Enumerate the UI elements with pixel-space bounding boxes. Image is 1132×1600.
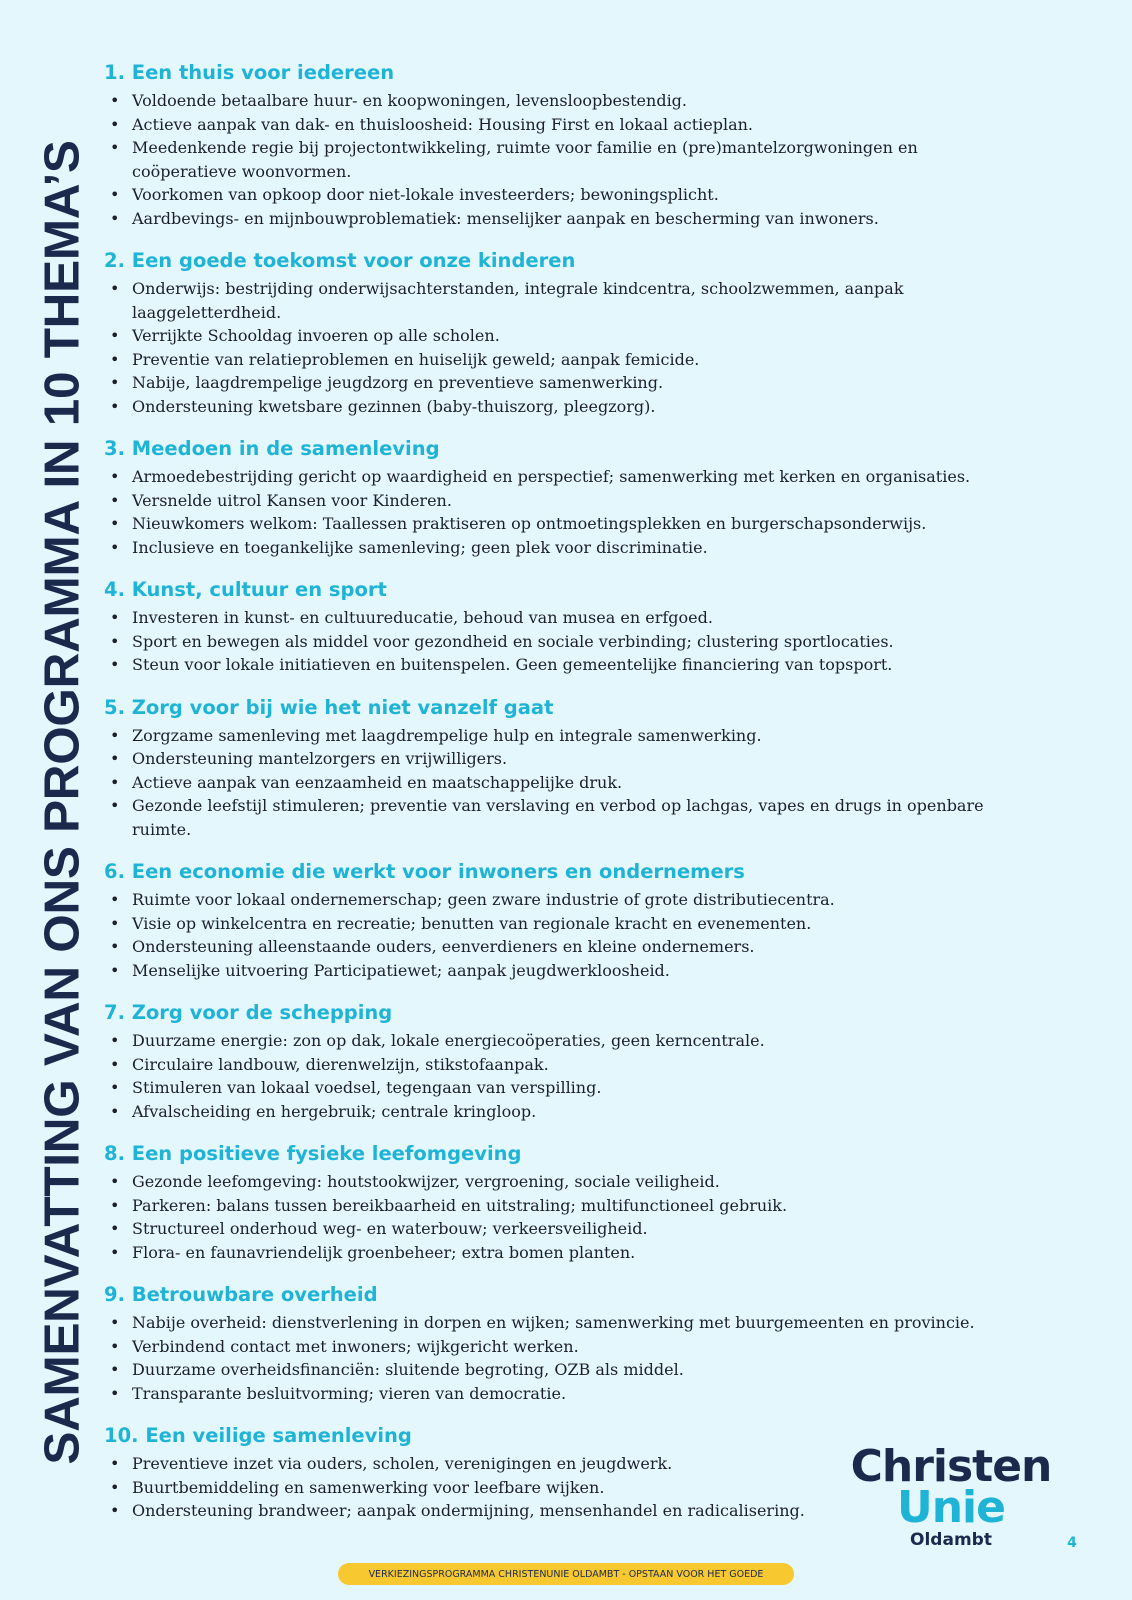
vertical-title-text: SAMENVATTING VAN ONS PROGRAMMA IN 10 THEMA’S bbox=[34, 139, 90, 1465]
theme-bullet-item: • Nieuwkomers welkom: Taallessen praktiseren op ontmoetingsplekken en burgerschapsonderwijs. bbox=[132, 512, 1024, 536]
theme-bullet-list bbox=[104, 1311, 1024, 1405]
theme-bullet-item: • Circulaire landbouw, dierenwelzijn, stikstofaanpak. bbox=[132, 1053, 1024, 1077]
footer-banner bbox=[338, 1563, 794, 1585]
theme-section bbox=[104, 60, 1024, 230]
theme-bullet-list bbox=[104, 606, 1024, 677]
logo-word-christen: Christen bbox=[850, 1441, 1052, 1492]
theme-bullet-list bbox=[104, 1029, 1024, 1123]
theme-bullet-item: • Duurzame energie: zon op dak, lokale energiecoöperaties, geen kerncentrale. bbox=[132, 1029, 1024, 1053]
theme-heading: 5. Zorg voor bij wie het niet vanzelf gaat bbox=[104, 695, 554, 719]
theme-bullet-item: • Armoedebestrijding gericht op waardigheid en perspectief; samenwerking met kerken en organisaties. bbox=[132, 465, 1024, 489]
theme-section bbox=[104, 1000, 1024, 1123]
theme-bullet-item: • Voldoende betaalbare huur- en koopwoningen, levensloopbestendig. bbox=[132, 89, 1024, 113]
theme-bullet-item: • Verbindend contact met inwoners; wijkgericht werken. bbox=[132, 1335, 1024, 1359]
theme-bullet-item: • Ondersteuning kwetsbare gezinnen (baby-thuiszorg, pleegzorg). bbox=[132, 395, 1024, 419]
page-number: 4 bbox=[1067, 1535, 1077, 1551]
theme-bullet-item: • Flora- en faunavriendelijk groenbeheer; extra bomen planten. bbox=[132, 1241, 1024, 1265]
theme-section bbox=[104, 248, 1024, 418]
theme-bullet-list bbox=[104, 724, 1024, 842]
theme-bullet-item: • Meedenkende regie bij projectontwikkeling, ruimte voor familie en (pre)mantelzorgwoningen en coöperatieve woonvormen. bbox=[132, 136, 1024, 183]
theme-bullet-item: • Buurtbemiddeling en samenwerking voor leefbare wijken. bbox=[132, 1476, 1024, 1500]
theme-bullet-item: • Gezonde leefomgeving: houtstookwijzer, vergroening, sociale veiligheid. bbox=[132, 1170, 1024, 1194]
theme-bullet-item: • Ruimte voor lokaal ondernemerschap; geen zware industrie of grote distributiecentra. bbox=[132, 888, 1024, 912]
theme-bullet-item: • Nabije, laagdrempelige jeugdzorg en preventieve samenwerking. bbox=[132, 371, 1024, 395]
theme-section bbox=[104, 1141, 1024, 1264]
theme-heading: 6. Een economie die werkt voor inwoners en ondernemers bbox=[104, 860, 745, 883]
theme-section bbox=[104, 1282, 1024, 1405]
theme-bullet-item: • Ondersteuning mantelzorgers en vrijwilligers. bbox=[132, 747, 1024, 771]
theme-heading: 8. Een positieve fysieke leefomgeving bbox=[104, 1142, 522, 1165]
theme-section bbox=[104, 859, 1024, 982]
theme-bullet-item: • Investeren in kunst- en cultuureducatie, behoud van musea en erfgoed. bbox=[132, 606, 1024, 630]
themes-list bbox=[104, 60, 1024, 1541]
theme-bullet-item: • Sport en bewegen als middel voor gezondheid en sociale verbinding; clustering sportlocaties. bbox=[132, 630, 1024, 654]
christenunie-logo bbox=[846, 1441, 1056, 1552]
theme-section bbox=[104, 695, 1024, 842]
theme-bullet-item: • Structureel onderhoud weg- en waterbouw; verkeersveiligheid. bbox=[132, 1217, 1024, 1241]
theme-bullet-item: • Inclusieve en toegankelijke samenleving; geen plek voor discriminatie. bbox=[132, 536, 1024, 560]
theme-bullet-list bbox=[104, 1170, 1024, 1264]
theme-bullet-item: • Duurzame overheidsfinanciën: sluitende begroting, OZB als middel. bbox=[132, 1358, 1024, 1382]
theme-section bbox=[104, 577, 1024, 677]
theme-heading: 3. Meedoen in de samenleving bbox=[104, 437, 440, 460]
theme-bullet-item: • Afvalscheiding en hergebruik; centrale kringloop. bbox=[132, 1100, 1024, 1124]
theme-bullet-item: • Onderwijs: bestrijding onderwijsachterstanden, integrale kindcentra, schoolzwemmen, aanpak laaggeletterdheid. bbox=[132, 277, 1024, 324]
theme-bullet-item: • Aardbevings- en mijnbouwproblematiek: menselijker aanpak en bescherming van inwoners. bbox=[132, 207, 1024, 231]
theme-heading: 1. Een thuis voor iedereen bbox=[104, 61, 395, 84]
vertical-page-title bbox=[28, 62, 96, 1542]
theme-bullet-list bbox=[104, 465, 1024, 559]
theme-bullet-item: • Menselijke uitvoering Participatiewet; aanpak jeugdwerkloosheid. bbox=[132, 959, 1024, 983]
theme-heading: 7. Zorg voor de schepping bbox=[104, 1001, 393, 1024]
theme-bullet-item: • Nabije overheid: dienstverlening in dorpen en wijken; samenwerking met buurgemeenten en provincie. bbox=[132, 1311, 1024, 1335]
theme-bullet-item: • Steun voor lokale initiatieven en buitenspelen. Geen gemeentelijke financiering van topsport. bbox=[132, 653, 1024, 677]
theme-bullet-item: • Preventie van relatieproblemen en huiselijk geweld; aanpak femicide. bbox=[132, 348, 1024, 372]
logo-word-oldambt: Oldambt bbox=[910, 1530, 992, 1550]
theme-bullet-item: • Verrijkte Schooldag invoeren op alle scholen. bbox=[132, 324, 1024, 348]
theme-bullet-list bbox=[104, 277, 1024, 418]
theme-heading: 9. Betrouwbare overheid bbox=[104, 1283, 378, 1306]
theme-bullet-item: • Voorkomen van opkoop door niet-lokale investeerders; bewoningsplicht. bbox=[132, 183, 1024, 207]
theme-bullet-item: • Stimuleren van lokaal voedsel, tegengaan van verspilling. bbox=[132, 1076, 1024, 1100]
theme-section bbox=[104, 436, 1024, 559]
theme-bullet-item: • Ondersteuning alleenstaande ouders, eenverdieners en kleine ondernemers. bbox=[132, 935, 1024, 959]
theme-bullet-item: • Parkeren: balans tussen bereikbaarheid en uitstraling; multifunctioneel gebruik. bbox=[132, 1194, 1024, 1218]
theme-bullet-item: • Gezonde leefstijl stimuleren; preventie van verslaving en verbod op lachgas, vapes en drugs in openbare ruimte. bbox=[132, 794, 1024, 841]
theme-bullet-item: • Visie op winkelcentra en recreatie; benutten van regionale kracht en evenementen. bbox=[132, 912, 1024, 936]
theme-bullet-list bbox=[104, 89, 1024, 230]
logo-word-unie: Unie bbox=[897, 1482, 1005, 1533]
theme-heading: 10. Een veilige samenleving bbox=[104, 1424, 412, 1447]
theme-bullet-list bbox=[104, 888, 1024, 982]
theme-heading: 4. Kunst, cultuur en sport bbox=[104, 578, 387, 601]
theme-bullet-item: • Preventieve inzet via ouders, scholen, verenigingen en jeugdwerk. bbox=[132, 1452, 1024, 1476]
theme-bullet-item: • Transparante besluitvorming; vieren van democratie. bbox=[132, 1382, 1024, 1406]
footer-text: VERKIEZINGSPROGRAMMA CHRISTENUNIE OLDAMBT - OPSTAAN VOOR HET GOEDE bbox=[368, 1568, 764, 1580]
theme-bullet-item: • Ondersteuning brandweer; aanpak ondermijning, mensenhandel en radicalisering. bbox=[132, 1499, 1024, 1523]
theme-bullet-item: • Actieve aanpak van eenzaamheid en maatschappelijke druk. bbox=[132, 771, 1024, 795]
theme-bullet-item: • Versnelde uitrol Kansen voor Kinderen. bbox=[132, 489, 1024, 513]
theme-heading: 2. Een goede toekomst voor onze kinderen bbox=[104, 249, 576, 272]
theme-bullet-item: • Actieve aanpak van dak- en thuisloosheid: Housing First en lokaal actieplan. bbox=[132, 113, 1024, 137]
theme-bullet-item: • Zorgzame samenleving met laagdrempelige hulp en integrale samenwerking. bbox=[132, 724, 1024, 748]
